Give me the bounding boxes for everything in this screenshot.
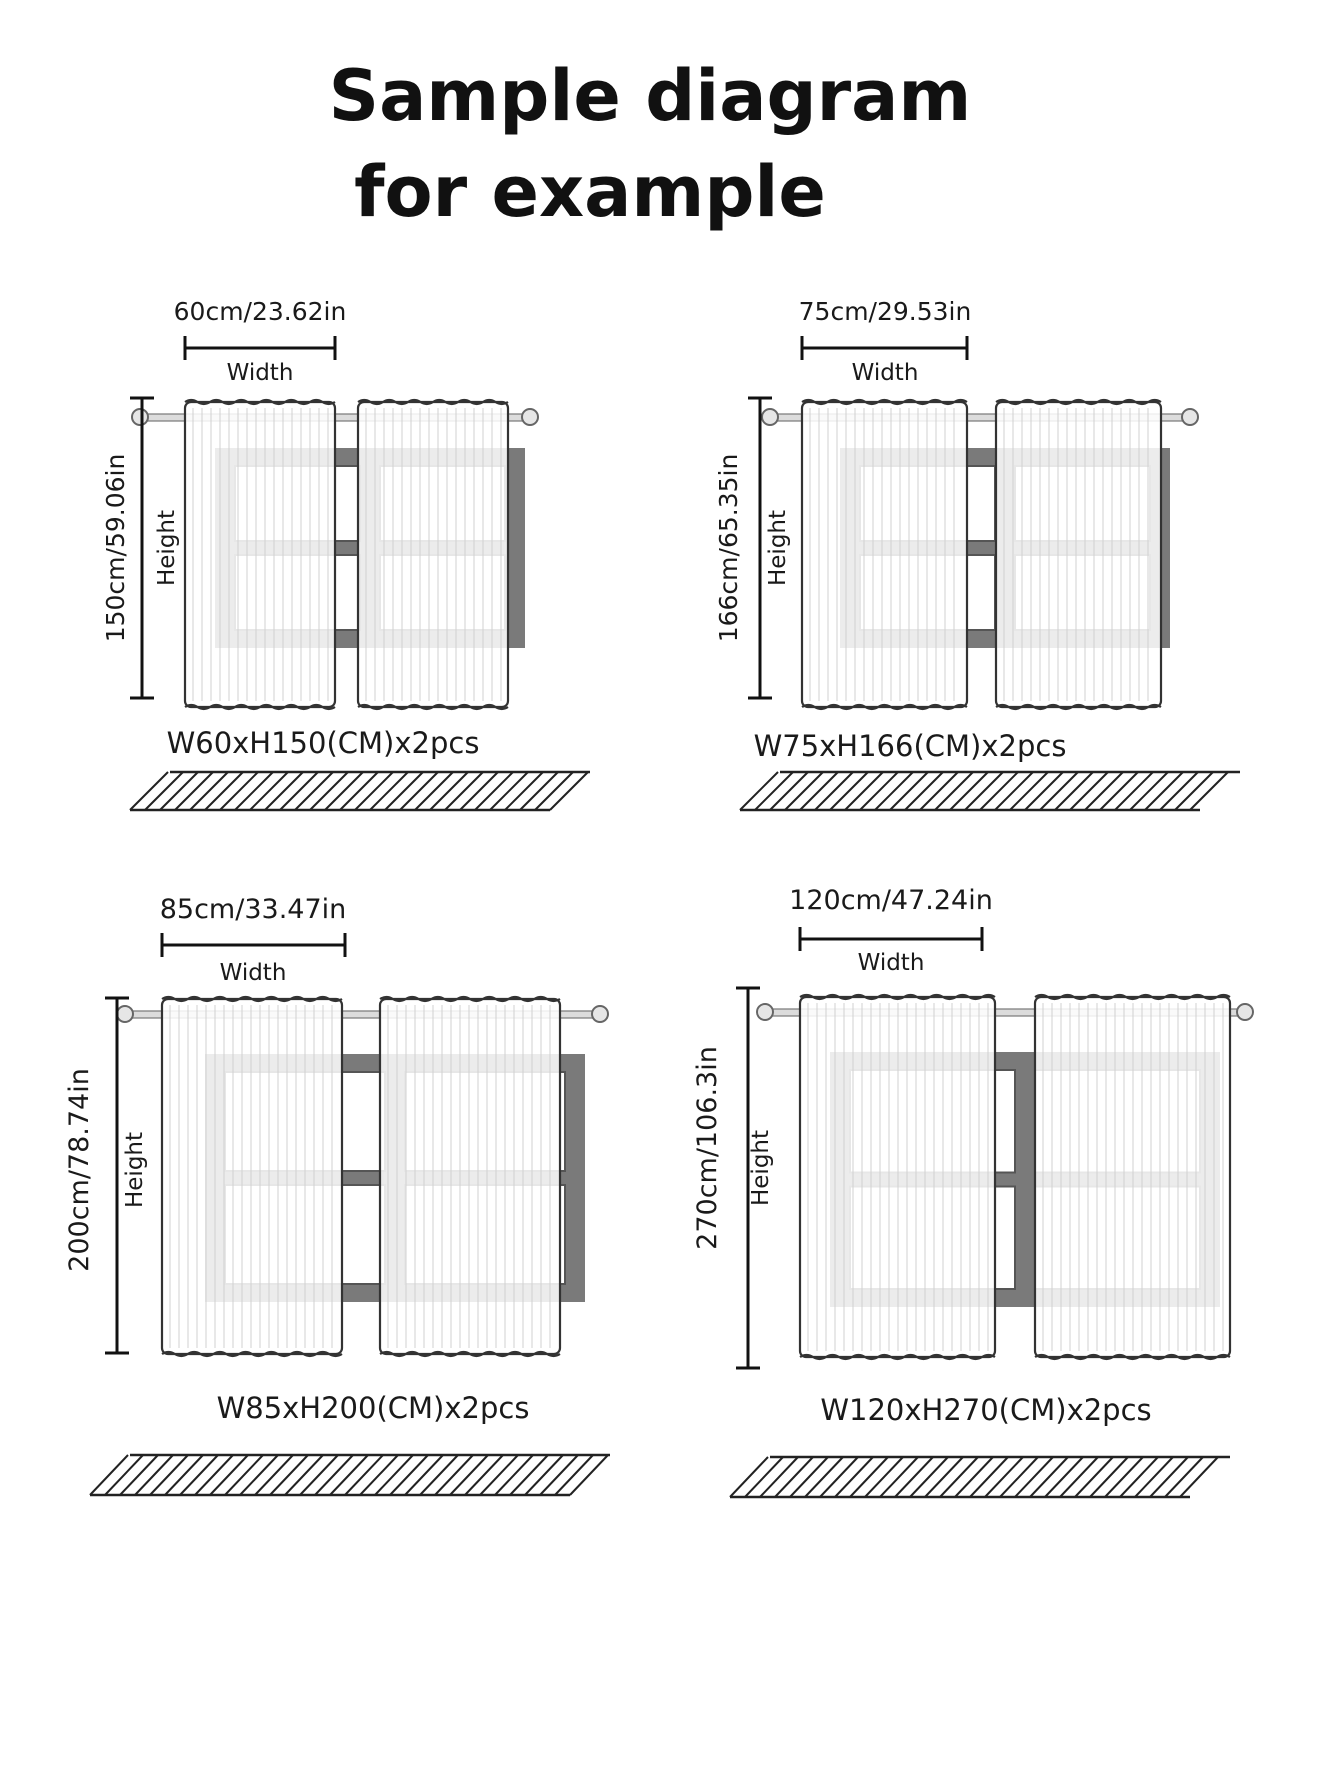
floor-hatch-stroke: [775, 1457, 813, 1497]
size-caption: W85xH200(CM)x2pcs: [216, 1391, 530, 1425]
curtain-fabric: [358, 402, 508, 707]
width-word-label: Width: [851, 360, 919, 386]
floor-hatch-stroke: [1060, 1457, 1098, 1497]
floor-hatch-stroke: [105, 1455, 143, 1495]
floor-hatch-stroke: [970, 1457, 1008, 1497]
floor-hatch-stroke: [830, 772, 868, 810]
floor-hatch-stroke: [375, 1455, 413, 1495]
floor-hatch-stroke: [205, 772, 243, 810]
floor-hatch-stroke: [405, 1455, 443, 1495]
floor-hatch-stroke: [880, 1457, 918, 1497]
rod-finial-left: [757, 1004, 773, 1020]
floor-hatch-stroke: [1085, 772, 1123, 810]
floor-hatch: [730, 1457, 1230, 1497]
floor-hatch-stroke: [1000, 1457, 1038, 1497]
floor-hatch-stroke: [390, 1455, 428, 1495]
floor-hatch-stroke: [875, 772, 913, 810]
floor-hatch-stroke: [295, 772, 333, 810]
floor-hatch-stroke: [1135, 1457, 1173, 1497]
diagram-panel-4: [690, 880, 1260, 1460]
floor-hatch-stroke: [330, 1455, 368, 1495]
curtain-fabric: [802, 402, 967, 707]
floor-hatch-stroke: [190, 772, 228, 810]
floor-hatch-stroke: [400, 772, 438, 810]
rod-finial-right: [592, 1006, 608, 1022]
floor-hatch-stroke: [1075, 1457, 1113, 1497]
floor-hatch-stroke: [420, 1455, 458, 1495]
floor-hatch-stroke: [1130, 772, 1168, 810]
floor-hatch-stroke: [1030, 1457, 1068, 1497]
floor-hatch-stroke: [150, 1455, 188, 1495]
floor-hatch-stroke: [940, 1457, 978, 1497]
height-dimension-label: 270cm/106.3in: [692, 1046, 723, 1250]
rod-finial-left: [762, 409, 778, 425]
floor-hatch-stroke: [310, 772, 348, 810]
floor-hatch-stroke: [345, 1455, 383, 1495]
floor-hatch-stroke: [1190, 772, 1228, 810]
floor-hatch-stroke: [130, 772, 168, 810]
floor-hatch-stroke: [815, 772, 853, 810]
floor-hatch-stroke: [235, 772, 273, 810]
floor-hatch-stroke: [355, 772, 393, 810]
floor-hatch-stroke: [145, 772, 183, 810]
rod-finial-left: [117, 1006, 133, 1022]
floor-hatch-stroke: [550, 772, 588, 810]
floor-hatch-stroke: [285, 1455, 323, 1495]
floor-hatch-stroke: [370, 772, 408, 810]
floor-hatch-stroke: [175, 772, 213, 810]
curtain-fabric: [162, 999, 342, 1354]
floor-hatch-stroke: [1055, 772, 1093, 810]
floor-hatch-stroke: [430, 772, 468, 810]
floor-hatch-stroke: [755, 772, 793, 810]
floor-hatch-stroke: [1175, 772, 1213, 810]
floor-hatch-stroke: [255, 1455, 293, 1495]
floor-hatch-stroke: [265, 772, 303, 810]
floor-hatch-stroke: [135, 1455, 173, 1495]
curtain-panel-right: [380, 997, 560, 1356]
floor-hatch-stroke: [920, 772, 958, 810]
floor-hatch-stroke: [845, 772, 883, 810]
floor-hatch-stroke: [160, 772, 198, 810]
title-line-1: Sample diagram: [328, 55, 972, 137]
height-word-label: Height: [122, 1131, 148, 1209]
height-word-label: Height: [154, 509, 180, 587]
floor-hatch-stroke: [1150, 1457, 1188, 1497]
width-dimension-label: 60cm/23.62in: [173, 297, 347, 326]
floor-hatch-stroke: [1145, 772, 1183, 810]
curtain-diagram-1: [90, 290, 590, 830]
floor-hatch: [130, 772, 590, 810]
floor-hatch-stroke: [850, 1457, 888, 1497]
floor-hatch-stroke: [835, 1457, 873, 1497]
floor-hatch-stroke: [985, 1457, 1023, 1497]
size-caption: W60xH150(CM)x2pcs: [166, 726, 480, 760]
floor-hatch-stroke: [180, 1455, 218, 1495]
floor-hatch-stroke: [890, 772, 928, 810]
floor-hatch-stroke: [1105, 1457, 1143, 1497]
floor-hatch-stroke: [445, 772, 483, 810]
floor-hatch-stroke: [1115, 772, 1153, 810]
floor-hatch-stroke: [950, 772, 988, 810]
floor-hatch-stroke: [435, 1455, 473, 1495]
floor-hatch-stroke: [865, 1457, 903, 1497]
floor-hatch-stroke: [480, 1455, 518, 1495]
floor-hatch-stroke: [195, 1455, 233, 1495]
floor-hatch-stroke: [770, 772, 808, 810]
floor-hatch-stroke: [120, 1455, 158, 1495]
curtain-panel-right: [358, 400, 508, 709]
floor-hatch-stroke: [740, 772, 778, 810]
floor-hatch-stroke: [1010, 772, 1048, 810]
floor-hatch-stroke: [220, 772, 258, 810]
curtain-panel-right: [1035, 995, 1230, 1359]
diagram-panel-1: [90, 290, 590, 830]
floor-hatch-stroke: [1090, 1457, 1128, 1497]
floor-hatch-stroke: [225, 1455, 263, 1495]
floor-hatch-stroke: [1070, 772, 1108, 810]
floor-hatch-stroke: [935, 772, 973, 810]
floor-hatch-stroke: [895, 1457, 933, 1497]
floor-hatch-stroke: [460, 772, 498, 810]
width-dimension-label: 85cm/33.47in: [159, 894, 347, 925]
rod-finial-right: [1237, 1004, 1253, 1020]
height-dimension-label: 166cm/65.35in: [714, 453, 743, 643]
floor-hatch-stroke: [800, 772, 838, 810]
floor-hatch-stroke: [540, 1455, 578, 1495]
floor-hatch-stroke: [510, 1455, 548, 1495]
floor-hatch-stroke: [280, 772, 318, 810]
floor-hatch-stroke: [1160, 772, 1198, 810]
floor-hatch-stroke: [860, 772, 898, 810]
floor-hatch-stroke: [300, 1455, 338, 1495]
floor-hatch-stroke: [465, 1455, 503, 1495]
floor-hatch-stroke: [965, 772, 1003, 810]
floor-hatch-stroke: [980, 772, 1018, 810]
floor-hatch-stroke: [315, 1455, 353, 1495]
floor-hatch-stroke: [1015, 1457, 1053, 1497]
rod-finial-right: [1182, 409, 1198, 425]
floor-hatch-stroke: [325, 772, 363, 810]
width-dimension-label: 75cm/29.53in: [798, 297, 972, 326]
floor-hatch-stroke: [250, 772, 288, 810]
floor-hatch-stroke: [450, 1455, 488, 1495]
width-word-label: Width: [219, 960, 287, 986]
curtain-diagram-4: [690, 880, 1260, 1460]
floor-hatch-stroke: [925, 1457, 963, 1497]
floor-hatch: [90, 1455, 610, 1495]
size-caption: W120xH270(CM)x2pcs: [820, 1393, 1152, 1427]
width-dimension-label: 120cm/47.24in: [789, 885, 993, 916]
rod-finial-left: [132, 409, 148, 425]
floor-hatch-stroke: [240, 1455, 278, 1495]
floor-hatch-stroke: [1045, 1457, 1083, 1497]
floor-hatch-stroke: [385, 772, 423, 810]
width-word-label: Width: [226, 360, 294, 386]
floor-hatch-stroke: [820, 1457, 858, 1497]
floor-hatch-stroke: [905, 772, 943, 810]
floor-hatch-stroke: [805, 1457, 843, 1497]
floor-hatch-stroke: [1120, 1457, 1158, 1497]
size-caption: W75xH166(CM)x2pcs: [753, 729, 1067, 763]
floor-hatch-stroke: [790, 1457, 828, 1497]
height-dimension-label: 150cm/59.06in: [101, 453, 130, 643]
floor-hatch-stroke: [520, 772, 558, 810]
floor-hatch-stroke: [1040, 772, 1078, 810]
floor-hatch-stroke: [535, 772, 573, 810]
floor-hatch-stroke: [910, 1457, 948, 1497]
floor-hatch-stroke: [785, 772, 823, 810]
curtain-fabric: [996, 402, 1161, 707]
floor-hatch-stroke: [475, 772, 513, 810]
floor-hatch-stroke: [415, 772, 453, 810]
floor-hatch-stroke: [570, 1455, 608, 1495]
floor-hatch-stroke: [340, 772, 378, 810]
floor-hatch-stroke: [730, 1457, 768, 1497]
floor-hatch-stroke: [90, 1455, 128, 1495]
floor-hatch-stroke: [505, 772, 543, 810]
floor-hatch-stroke: [995, 772, 1033, 810]
floor-hatch-stroke: [360, 1455, 398, 1495]
floor-hatch-stroke: [745, 1457, 783, 1497]
curtain-diagram-3: [60, 880, 620, 1460]
floor-hatch-stroke: [165, 1455, 203, 1495]
title-line-2: for example: [354, 151, 826, 233]
curtain-panel-left: [800, 995, 995, 1359]
curtain-panel-left: [185, 400, 335, 709]
floor-hatch-stroke: [955, 1457, 993, 1497]
height-word-label: Height: [765, 509, 791, 587]
floor-hatch-stroke: [1100, 772, 1138, 810]
diagram-panel-3: [60, 880, 620, 1460]
rod-finial-right: [522, 409, 538, 425]
floor-hatch-stroke: [1180, 1457, 1218, 1497]
diagram-panel-2: [700, 290, 1260, 830]
width-word-label: Width: [857, 950, 925, 976]
curtain-panel-right: [996, 400, 1161, 709]
height-dimension-label: 200cm/78.74in: [64, 1068, 95, 1272]
floor-hatch-stroke: [210, 1455, 248, 1495]
floor-hatch-stroke: [490, 772, 528, 810]
curtain-panel-left: [162, 997, 342, 1356]
curtain-fabric: [185, 402, 335, 707]
floor-hatch-stroke: [1025, 772, 1063, 810]
floor-hatch-stroke: [555, 1455, 593, 1495]
floor-hatch-stroke: [270, 1455, 308, 1495]
floor-hatch-stroke: [1165, 1457, 1203, 1497]
floor-hatch-stroke: [495, 1455, 533, 1495]
floor-hatch-stroke: [525, 1455, 563, 1495]
floor-hatch: [740, 772, 1240, 810]
curtain-fabric: [380, 999, 560, 1354]
curtain-diagram-2: [700, 290, 1260, 830]
curtain-panel-left: [802, 400, 967, 709]
height-word-label: Height: [748, 1129, 774, 1207]
floor-hatch-stroke: [760, 1457, 798, 1497]
